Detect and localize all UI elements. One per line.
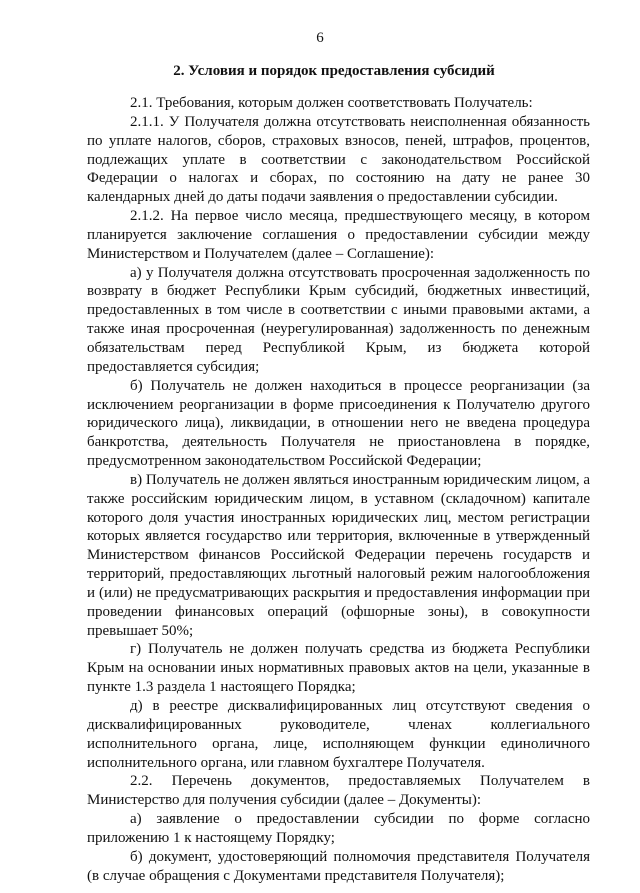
paragraph-2-2-a: а) заявление о предоставлении субсидии по форме согласно приложению 1 к настоящему Порядку; [87,811,590,846]
paragraph-item-b: б) Получатель не должен находиться в процессе реорганизации (за исключением реорганизации в форме присоединения к Получателю другого юридического лица), ликвидации, в отношении него не введена процедура банкротства, деятельность Получателя не приостановлена в порядке, предусмотренном законодательством Российской Федерации; [87,377,590,470]
paragraph-2-2-b: б) документ, удостоверяющий полномочия представителя Получателя (в случае обращения с Документами представителя Получателя); [87,848,590,884]
paragraph-2-1-1: 2.1.1. У Получателя должна отсутствовать неисполненная обязанность по уплате налогов, сборов, страховых взносов, пеней, штрафов, процентов, подлежащих уплате в соответствии с законодательством Российской Федерации о налогах и сборах, по состоянию на дату не ранее 30 календарных дней до даты подачи заявления о предоставлении субсидии. [87,113,590,206]
section-heading: 2. Условия и порядок предоставления субсидий [173,63,495,79]
paragraph-item-v: в) Получатель не должен являться иностранным юридическим лицом, а также российским юридическим лицом, в уставном (складочном) капитале которого доля участия иностранных юридических лиц, местом регистрации которых является государство или территория, включенные в утвержденный Министерством финансов Российской Федерации перечень государств и территорий, предоставляющих льготный налоговый режим налогообложения и (или) не предусматривающих раскрытия и предоставления информации при проведении финансовых операций (офшорные зоны), в совокупности превышает 50%; [87,471,590,639]
document-body [87,94,590,885]
paragraph-2-1: 2.1. Требования, которым должен соответствовать Получатель: [130,95,533,111]
paragraph-item-a: а) у Получателя должна отсутствовать просроченная задолженность по возврату в бюджет Республики Крым субсидий, бюджетных инвестиций, предоставленных в том числе в соответствии с иными правовыми актами, а также иная просроченная (неурегулированная) задолженность по денежным обязательствам перед Республикой Крым, из бюджета которой предоставляется субсидия; [87,264,590,375]
paragraph-item-d: д) в реестре дисквалифицированных лиц отсутствуют сведения о дисквалифицированных руководителе, членах коллегиального исполнительного органа, лице, исполняющем функции единоличного исполнительного органа, или главном бухгалтере Получателя. [87,698,590,771]
paragraph-2-2: 2.2. Перечень документов, предоставляемых Получателем в Министерство для получения субсидии (далее – Документы): [87,773,590,809]
paragraph-2-1-2: 2.1.2. На первое число месяца, предшествующего месяцу, в котором планируется заключение соглашения о предоставлении субсидии между Министерством и Получателем (далее – Соглашение): [87,208,590,262]
paragraph-item-g: г) Получатель не должен получать средства из бюджета Республики Крым на основании иных нормативных правовых актов на цели, указанные в пункте 1.3 раздела 1 настоящего Порядка; [87,641,590,696]
page-number: 6 [316,30,324,46]
